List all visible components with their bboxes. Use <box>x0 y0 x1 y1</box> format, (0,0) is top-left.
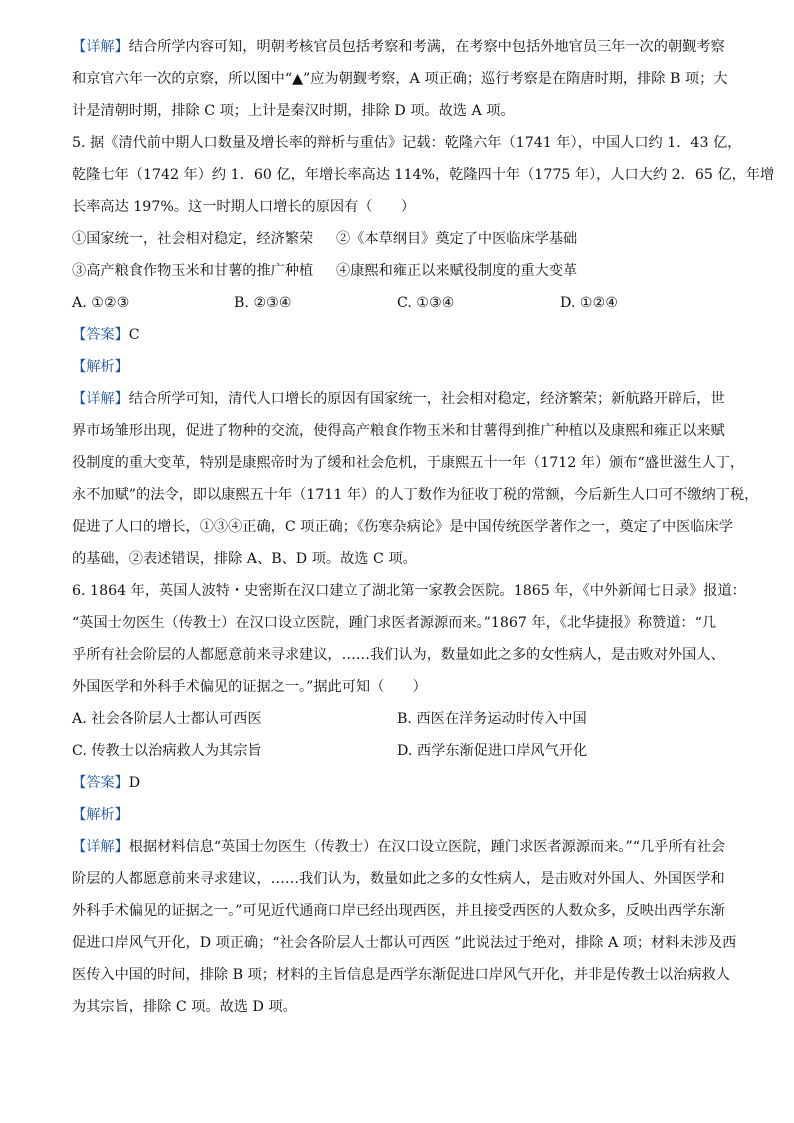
analysis-tag: 【解析】 <box>72 359 129 375</box>
q6-detail-line-6: 为其宗旨，排除 C 项。故选 D 项。 <box>72 999 297 1015</box>
q5-items-row-1 <box>72 226 732 253</box>
q6-answer <box>72 770 732 797</box>
q5-detail-line-3: 役制度的重大变革，特别是康熙帝时为了缓和社会危机，于康熙五十一年（1712 年）颁布“盛世滋生人丁， <box>72 455 745 471</box>
q5-stem-line-1: 5. 据《清代前中期人口数量及增长率的辩析与重估》记载：乾隆六年（1741 年），中国人口约 1．43 亿， <box>72 135 742 151</box>
q5-detail-line-2: 界市场雏形出现，促进了物种的交流，使得高产粮食作物玉米和甘薯得到推广种植以及康熙和雍正以来赋 <box>72 423 725 439</box>
detail-tag: 【详解】 <box>72 391 129 407</box>
q6-option-a: A. 社会各阶层人士都认可西医 <box>72 711 262 727</box>
q5-item-3: ③高产粮食作物玉米和甘薯的推广种植 <box>72 263 314 279</box>
q6-options-row-1 <box>72 706 732 733</box>
q5-item-1: ①国家统一，社会相对稳定，经济繁荣 <box>72 231 314 247</box>
q6-answer-value: D <box>128 775 141 791</box>
q5-options <box>72 290 732 317</box>
answer-tag: 【答案】 <box>72 775 129 791</box>
q5-option-d: D. ①②④ <box>560 295 619 311</box>
q6-option-c: C. 传教士以治病救人为其宗旨 <box>72 743 262 759</box>
q6-stem-line-3: 乎所有社会阶层的人都愿意前来寻求建议，……我们认为，数量如此之多的女性病人，是击败对外国人、 <box>72 647 725 663</box>
q6-analysis <box>72 802 732 829</box>
q6-stem-line-2: “英国士勿医生（传教士）在汉口设立医院，踵门求医者源源而来。”1867 年，《北华捷报》称赞道：“几 <box>72 615 717 631</box>
q6-detail-line-2: 阶层的人都愿意前来寻求建议，……我们认为，数量如此之多的女性病人，是击败对外国人、外国医学和 <box>72 871 725 887</box>
q5-items-row-2 <box>72 258 732 285</box>
detail-tag: 【详解】 <box>72 39 129 55</box>
q6-detail-line-5: 医传入中国的时间，排除 B 项；材料的主旨信息是西学东渐促进口岸风气开化，并非是传教士以治病救人 <box>72 967 730 983</box>
q6-detail-line-3: 外科手术偏见的证据之一。”可见近代通商口岸已经出现西医，并且接受西医的人数众多，反映出西学东渐 <box>72 903 725 919</box>
q5-detail-line-1: 【详解】结合所学可知，清代人口增长的原因有国家统一，社会相对稳定，经济繁荣；新航路开辟后，世 <box>72 391 725 407</box>
q5-option-b: B. ②③④ <box>234 295 292 311</box>
q5-detail-line-4: 永不加赋”的法令，即以康熙五十年（1711 年）的人丁数作为征收丁税的常额，今后新生人口可不缴纳丁税， <box>72 487 759 503</box>
q5-detail-line-6: 的基础，②表述错误，排除 A、B、D 项。故选 C 项。 <box>72 551 417 567</box>
q6-stem-line-1: 6. 1864 年，英国人波特・史密斯在汉口建立了湖北第一家教会医院。1865 年，《中外新闻七日录》报道： <box>72 583 746 599</box>
answer-tag: 【答案】 <box>72 327 129 343</box>
q6-detail-line-4: 促进口岸风气开化，D 项正确；“社会各阶层人士都认可西医 ”此说法过于绝对，排除 A 项；材料未涉及西 <box>72 935 737 951</box>
q4-detail-line-3: 计是清朝时期，排除 C 项；上计是秦汉时期，排除 D 项。故选 A 项。 <box>72 103 515 119</box>
q5-analysis <box>72 354 732 381</box>
q5-item-4: ④康熙和雍正以来赋役制度的重大变革 <box>336 263 578 279</box>
q4-detail-line-2: 和京官六年一次的京察，所以图中“▲”应为朝觐考察，A 项正确；巡行考察是在隋唐时期，排除 B 项；大 <box>72 71 728 87</box>
q4-detail-line-1: 【详解】结合所学内容可知，明朝考核官员包括考察和考满，在考察中包括外地官员三年一次的朝觐考察 <box>72 39 725 55</box>
q5-option-c: C. ①③④ <box>397 295 455 311</box>
q6-option-b: B. 西医在洋务运动时传入中国 <box>397 711 587 727</box>
q6-detail-line-1: 【详解】根据材料信息“英国士勿医生（传教士）在汉口设立医院，踵门求医者源源而来。”“几乎所有社会 <box>72 839 726 855</box>
q5-answer <box>72 322 732 349</box>
q5-item-2: ②《本草纲目》奠定了中医临床学基础 <box>336 231 578 247</box>
q6-options-row-2 <box>72 738 732 765</box>
q5-detail-line-5: 促进了人口的增长，①③④正确，C 项正确；《伤寒杂病论》是中国传统医学著作之一，奠定了中医临床学 <box>72 519 733 535</box>
q5-option-a: A. ①②③ <box>72 295 130 311</box>
analysis-tag: 【解析】 <box>72 807 129 823</box>
detail-tag: 【详解】 <box>72 839 129 855</box>
q6-option-d: D. 西学东渐促进口岸风气开化 <box>397 743 588 759</box>
q5-stem-line-3: 长率高达 197%。这一时期人口增长的原因有（ ） <box>72 199 416 215</box>
q5-answer-value: C <box>128 327 140 343</box>
q6-stem-line-4: 外国医学和外科手术偏见的证据之一。”据此可知（ ） <box>72 679 427 695</box>
q5-stem-line-2: 乾隆七年（1742 年）约 1．60 亿，年增长率高达 114%，乾隆四十年（1775 年），人口大约 2．65 亿，年增 <box>72 167 775 183</box>
